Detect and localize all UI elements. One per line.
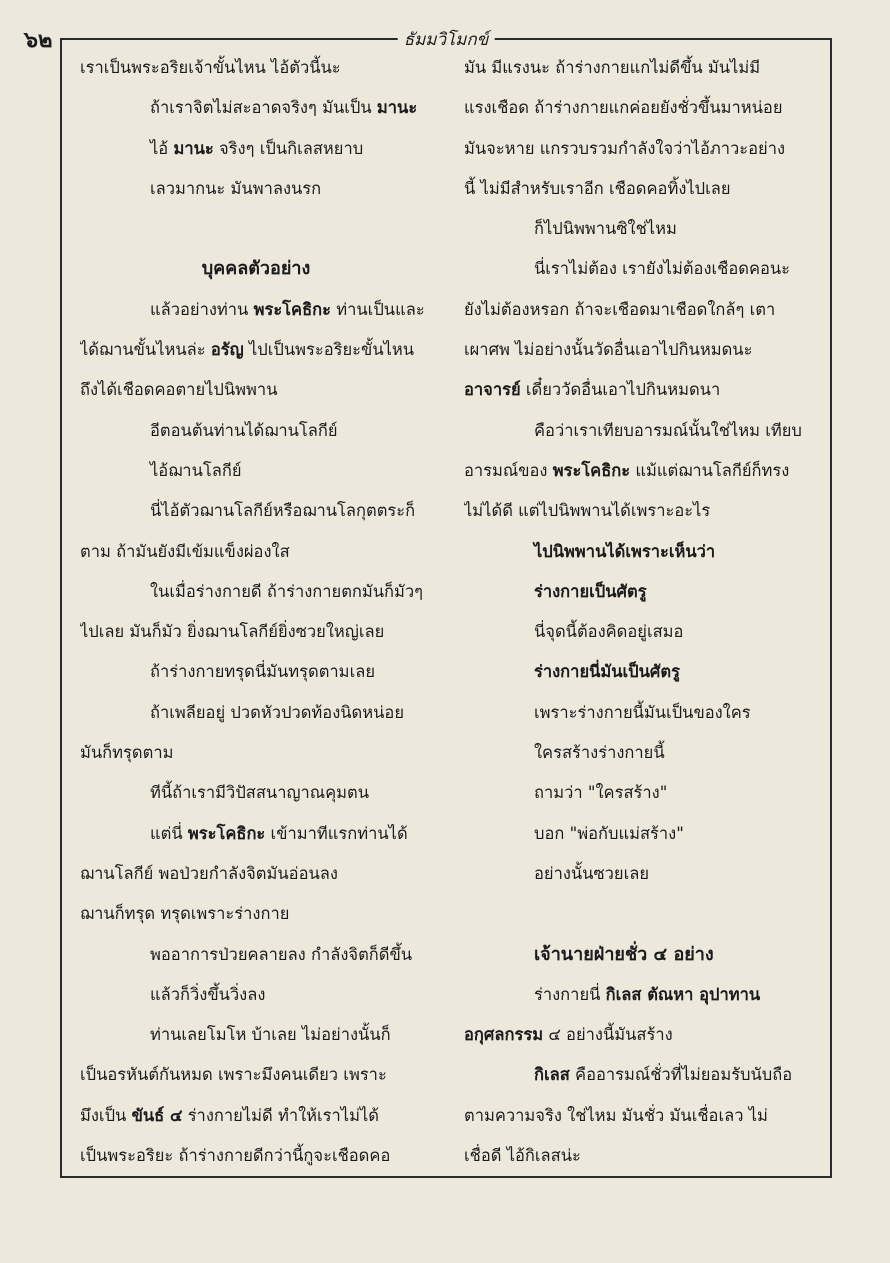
right-text-line — [464, 1015, 816, 1055]
text-segment: ขันธ์ ๔ — [131, 1105, 183, 1125]
left-text-line — [80, 1015, 432, 1055]
right-text-line — [464, 451, 816, 491]
text-segment: อรัญ — [210, 340, 244, 360]
right-text-line — [464, 693, 816, 733]
right-text-line — [464, 370, 816, 410]
left-text-line — [80, 290, 432, 330]
text-segment: อาจารย์ — [464, 380, 521, 400]
text-segment: ฌานก็ทรุด ทรุดเพราะร่างกาย — [80, 904, 290, 924]
right-text-line — [464, 532, 816, 572]
page-number: ๖๒ — [24, 28, 53, 53]
right-text-line — [464, 1136, 816, 1176]
text-segment: ถ้าร่างกายทรุดนี่มันทรุดตามเลย — [150, 662, 375, 682]
left-text-line — [80, 612, 432, 652]
text-segment: ตามความจริง ใช่ไหม มันชั่ว มันเชื่อเลว ไม่ — [464, 1105, 768, 1125]
right-column — [464, 48, 816, 1176]
text-segment: คือว่าเราเทียบอารมณ์นั้นใช่ไหม เทียบ — [534, 420, 802, 440]
left-text-line — [80, 532, 432, 572]
right-text-line — [464, 169, 816, 209]
text-segment: ท่านเลยโมโห บ้าเลย ไม่อย่างนั้นก็ — [150, 1025, 391, 1045]
text-segment: ๔ อย่างนี้มันสร้าง — [543, 1025, 673, 1045]
left-text-line — [80, 975, 432, 1015]
text-segment: บุคคลตัวอย่าง — [201, 258, 311, 280]
text-segment: ไอ้ — [150, 138, 174, 158]
left-text-line — [80, 1136, 432, 1176]
left-text-line — [80, 411, 432, 451]
left-text-line — [80, 1055, 432, 1095]
left-text-line — [80, 652, 432, 692]
left-spacer — [80, 209, 432, 249]
text-segment: ทีนี้ถ้าเรามีวิปัสสนาญาณคุมตน — [150, 783, 370, 803]
text-segment: ไอ้ฌานโลกีย์ — [150, 460, 242, 480]
text-segment: ไม่ได้ดี แต่ไปนิพพานได้เพราะอะไร — [464, 501, 711, 521]
right-text-line — [464, 290, 816, 330]
text-segment: มันก็ทรุดตาม — [80, 743, 174, 763]
text-segment: เผาศพ ไม่อย่างนั้นวัดอื่นเอาไปกินหมดนะ — [464, 340, 753, 360]
text-segment: เข้ามาทีแรกท่านได้ — [265, 823, 408, 843]
right-text-line — [464, 491, 816, 531]
left-text-line — [80, 733, 432, 773]
left-text-line — [80, 854, 432, 894]
text-segment: ร่างกายนี่มันเป็นศัตรู — [534, 662, 680, 682]
right-text-line — [464, 773, 816, 813]
right-text-line — [464, 209, 816, 249]
text-segment: พระโคธิกะ — [253, 299, 332, 319]
left-text-line — [80, 773, 432, 813]
text-segment: ถึงได้เชือดคอตายไปนิพพาน — [80, 380, 278, 400]
right-text-line — [464, 572, 816, 612]
right-text-line — [464, 975, 816, 1015]
text-segment: อย่างนั้นซวยเลย — [534, 863, 650, 883]
text-segment: เป็นอรหันต์กันหมด เพราะมึงคนเดียว เพราะ — [80, 1065, 387, 1085]
text-segment: ถ้าเพลียอยู่ ปวดหัวปวดท้องนิดหน่อย — [150, 702, 404, 722]
text-segment: ร่างกายเป็นศัตรู — [534, 581, 647, 601]
left-text-line — [80, 894, 432, 934]
text-segment: เดี๋ยววัดอื่นเอาไปกินหมดนา — [520, 380, 721, 400]
right-text-line — [464, 330, 816, 370]
content-frame — [60, 30, 832, 1178]
text-segment: ร่างกายไม่ดี ทำให้เราไม่ได้ — [182, 1105, 379, 1125]
left-heading — [80, 249, 432, 289]
text-segment: จริงๆ เป็นกิเลสหยาบ — [213, 138, 364, 158]
text-segment: เป็นพระอริยะ ถ้าร่างกายดีกว่านี้กูจะเชือดคอ — [80, 1146, 391, 1166]
text-segment: มึงเป็น — [80, 1105, 132, 1125]
text-segment: คืออารมณ์ชั่วที่ไม่ยอมรับนับถือ — [569, 1065, 793, 1085]
left-text-line — [80, 370, 432, 410]
text-segment: ไปเลย มันก็มัว ยิ่งฌานโลกีย์ยิ่งซวยใหญ่เลย — [80, 622, 385, 642]
text-segment: นี่เราไม่ต้อง เรายังไม่ต้องเชือดคอนะ — [534, 259, 791, 279]
text-segment: แล้วก็วิ่งขึ้นวิ่งลง — [150, 984, 266, 1004]
left-text-line — [80, 48, 432, 88]
right-text-line — [464, 652, 816, 692]
text-segment: พระโคธิกะ — [552, 460, 631, 480]
text-segment: เลวมากนะ มันพาลงนรก — [150, 178, 322, 198]
text-segment: ฌานโลกีย์ พอป่วยกำลังจิตมันอ่อนลง — [80, 863, 338, 883]
text-segment: มานะ — [173, 138, 214, 158]
text-segment: นี่ไอ้ตัวฌานโลกีย์หรือฌานโลกุตตระก็ — [150, 501, 416, 521]
right-text-line — [464, 129, 816, 169]
right-text-line — [464, 814, 816, 854]
text-segment: ก็ไปนิพพานซิใช่ไหม — [534, 219, 677, 239]
left-text-line — [80, 491, 432, 531]
left-text-line — [80, 330, 432, 370]
text-segment: ถามว่า "ใครสร้าง" — [534, 783, 668, 803]
text-segment: แล้วอย่างท่าน — [150, 299, 254, 319]
text-segment: เจ้านายฝ่ายชั่ว ๔ อย่าง — [534, 943, 714, 965]
right-text-line — [464, 733, 816, 773]
text-segment: อกุศลกรรม — [464, 1025, 544, 1045]
text-segment: ในเมื่อร่างกายดี ถ้าร่างกายตกมันก็มัวๆ — [150, 581, 424, 601]
text-segment: ถ้าเราจิตไม่สะอาดจริงๆ มันเป็น — [150, 98, 377, 118]
text-segment: ท่านเป็นและ — [331, 299, 425, 319]
text-segment: พออาการป่วยคลายลง กำลังจิตก็ดีขึ้น — [150, 944, 413, 964]
running-header-title: ธัมมวิโมกข์ — [398, 26, 495, 53]
text-segment: ใครสร้างร่างกายนี้ — [534, 743, 665, 763]
text-segment: กิเลส — [534, 1065, 570, 1085]
text-segment: ร่างกายนี่ — [534, 984, 606, 1004]
left-text-line — [80, 451, 432, 491]
text-segment: เราเป็นพระอริยเจ้าขั้นไหน ไอ้ตัวนี้นะ — [80, 58, 341, 77]
text-segment: ไปนิพพานได้เพราะเห็นว่า — [534, 541, 716, 561]
text-segment: ได้ฌานขั้นไหนล่ะ — [80, 340, 211, 360]
right-text-line — [464, 1096, 816, 1136]
text-segment: เพราะร่างกายนี้มันเป็นของใคร — [534, 702, 751, 722]
text-segment: นี้ ไม่มีสำหรับเราอีก เชือดคอทิ้งไปเลย — [464, 178, 731, 198]
text-segment: กิเลส ตัณหา อุปาทาน — [605, 984, 761, 1004]
text-segment: มัน มีแรงนะ ถ้าร่างกายแกไม่ดีขึ้น มันไม่มี — [464, 58, 761, 77]
right-text-line — [464, 1055, 816, 1095]
text-segment: ไปเป็นพระอริยะขั้นไหน — [243, 340, 415, 360]
text-segment: แต่นี่ — [150, 823, 188, 843]
text-segment: มานะ — [376, 98, 418, 118]
text-segment: ตาม ถ้ามันยังมีเข้มแข็งผ่องใส — [80, 541, 290, 561]
text-segment: อีตอนต้นท่านได้ฌานโลกีย์ — [150, 420, 338, 440]
text-segment: เชื่อดี ไอ้กิเลสน่ะ — [464, 1146, 581, 1166]
text-segment: บอก "พ่อกับแม่สร้าง" — [534, 823, 684, 843]
right-text-line — [464, 612, 816, 652]
right-heading — [464, 935, 816, 975]
text-segment: ยังไม่ต้องหรอก ถ้าจะเชือดมาเชือดใกล้ๆ เตา — [464, 299, 776, 319]
left-text-line — [80, 88, 432, 128]
text-segment: พระโคธิกะ — [187, 823, 266, 843]
text-segment: แรงเชือด ถ้าร่างกายแกค่อยยังชั่วขึ้นมาหน่อย — [464, 98, 783, 118]
left-text-line — [80, 129, 432, 169]
text-segment: แม้แต่ฌานโลกีย์ก็ทรง — [630, 460, 790, 480]
right-text-line — [464, 411, 816, 451]
text-segment: มันจะหาย แกรวบรวมกำลังใจว่าไอ้ภาวะอย่าง — [464, 138, 786, 158]
left-text-line — [80, 935, 432, 975]
right-text-line — [464, 854, 816, 894]
left-column — [80, 48, 432, 1176]
left-text-line — [80, 814, 432, 854]
text-segment: นี่จุดนี้ต้องคิดอยู่เสมอ — [534, 622, 684, 642]
right-text-line — [464, 249, 816, 289]
right-spacer — [464, 894, 816, 934]
text-segment: อารมณ์ของ — [464, 460, 553, 480]
left-text-line — [80, 572, 432, 612]
right-text-line — [464, 48, 816, 88]
left-text-line — [80, 1096, 432, 1136]
right-text-line — [464, 88, 816, 128]
left-text-line — [80, 169, 432, 209]
left-text-line — [80, 693, 432, 733]
